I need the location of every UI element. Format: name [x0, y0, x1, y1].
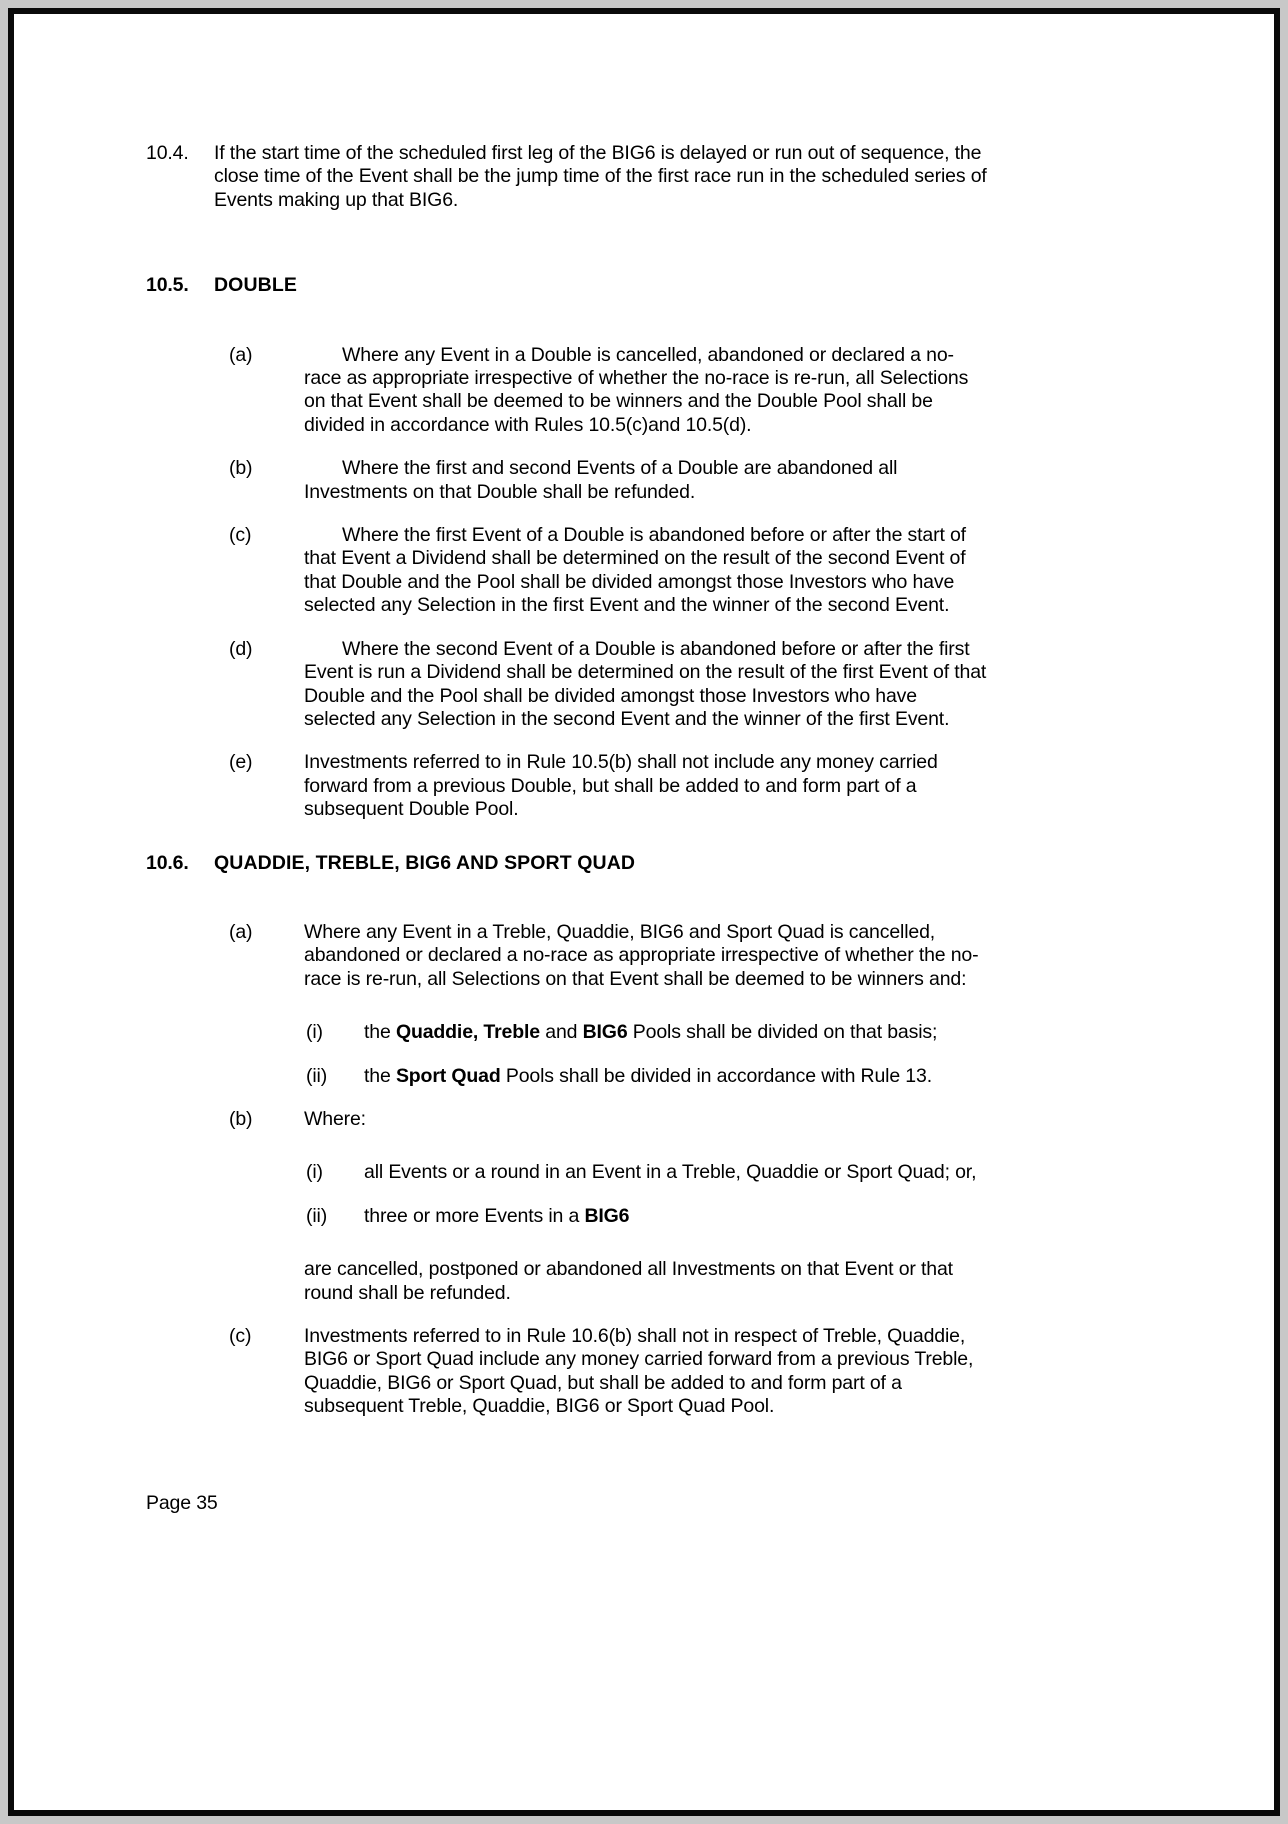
clause-10-4	[146, 142, 991, 212]
roman-text-a-ii-bold1: Sport Quad	[395, 1064, 501, 1087]
item-label-10-6-b: (b)	[229, 1107, 253, 1130]
roman-text-a-i-suffix: Pools shall be divided on that basis;	[627, 1021, 938, 1044]
spacer	[146, 822, 991, 852]
item-label-10-6-c: (c)	[229, 1325, 252, 1347]
document-page	[14, 14, 1274, 1810]
spacer	[146, 1045, 991, 1065]
roman-label-a-i: (i)	[306, 1021, 323, 1044]
item-label-a: (a)	[229, 343, 253, 366]
item-text-a: Where any Event in a Double is cancelled, abandoned or declared a no-race as appropriate irrespective of whether the no-race is re-run, all Selections on that Event shall be deemed to be winners and the Double Pool shall be divided in accordance with Rules 10.5(c)and 10.5(d).	[304, 343, 969, 436]
document-page-frame	[8, 8, 1280, 1816]
roman-label-b-i: (i)	[306, 1161, 323, 1184]
item-label-d: (d)	[229, 637, 253, 660]
document-content	[146, 142, 991, 1419]
list-item	[146, 751, 991, 821]
item-text-10-6-a: Where any Event in a Treble, Quaddie, BIG6 and Sport Quad is cancelled, abandoned or declared a no-race as appropriate irrespective of whether the no-race is re-run, all Selections on that Event shall be deemed to be winners and:	[304, 920, 979, 990]
clause-10-4-text: If the start time of the scheduled first leg of the BIG6 is delayed or run out of sequence, the close time of the Event shall be the jump time of the first race run in the scheduled series of Events making up that BIG6.	[214, 142, 987, 211]
section-heading-10-6	[146, 852, 991, 875]
roman-text-b-ii-bold1: BIG6	[584, 1204, 630, 1227]
section-10-6-number: 10.6.	[146, 851, 189, 874]
spacer	[146, 1088, 991, 1108]
roman-label-b-ii: (ii)	[306, 1204, 328, 1227]
roman-text-a-ii	[364, 1065, 991, 1088]
list-item	[146, 1108, 991, 1131]
item-b-closing-text: are cancelled, postponed or abandoned all Investments on that Event or that round shall be refunded.	[304, 1258, 953, 1304]
roman-text-b-ii	[364, 1205, 991, 1228]
roman-text-b-i: all Events or a round in an Event in a Treble, Quaddie or Sport Quad; or,	[364, 1161, 977, 1184]
list-item	[146, 524, 991, 618]
item-label-b: (b)	[229, 457, 253, 480]
item-text-e: Investments referred to in Rule 10.5(b) shall not include any money carried forward from a previous Double, but shall be added to and form part of a subsequent Double Pool.	[304, 751, 938, 821]
page-footer: Page 35	[146, 1492, 218, 1514]
spacer	[146, 1228, 991, 1258]
item-text-c: Where the first Event of a Double is abandoned before or after the start of that Event a Dividend shall be determined on the result of the second Event of that Double and the Pool shall be divided amongst those Investors who have selected any Selection in the first Event and the winner of the second Event.	[304, 524, 966, 617]
spacer	[146, 618, 991, 638]
roman-text-a-ii-suffix: Pools shall be divided in accordance with Rule 13.	[500, 1064, 932, 1087]
item-label-e: (e)	[229, 751, 253, 774]
spacer	[146, 298, 991, 344]
item-text-10-6-b: Where:	[304, 1107, 366, 1130]
roman-text-b-ii-prefix: three or more Events in a	[364, 1204, 585, 1227]
clause-10-4-number: 10.4.	[146, 142, 189, 164]
item-text-b: Where the first and second Events of a Double are abandoned all Investments on that Double shall be refunded.	[304, 457, 898, 503]
section-heading-10-5	[146, 274, 991, 297]
spacer	[146, 991, 991, 1021]
list-item	[146, 1325, 991, 1419]
spacer	[146, 212, 991, 274]
section-10-5-title: DOUBLE	[214, 274, 297, 297]
roman-text-a-i-bold1: Quaddie, Treble	[395, 1021, 540, 1044]
spacer	[146, 1185, 991, 1205]
list-item	[146, 1205, 991, 1228]
section-10-6-title: QUADDIE, TREBLE, BIG6 AND SPORT QUAD	[214, 851, 636, 874]
spacer	[146, 504, 991, 524]
spacer	[146, 1305, 991, 1325]
list-item	[146, 1065, 991, 1088]
roman-text-a-i-prefix: the	[364, 1021, 396, 1044]
item-label-10-6-a: (a)	[229, 920, 253, 943]
roman-text-a-i-mid: and	[539, 1021, 583, 1044]
spacer	[146, 1131, 991, 1161]
item-label-c: (c)	[229, 524, 252, 547]
spacer	[146, 875, 991, 921]
section-10-5-number: 10.5.	[146, 274, 189, 297]
list-item	[146, 344, 991, 438]
list-item	[146, 457, 991, 504]
list-item	[146, 921, 991, 991]
spacer	[146, 731, 991, 751]
item-text-10-6-c: Investments referred to in Rule 10.6(b) shall not in respect of Treble, Quaddie, BIG6 or Sport Quad include any money carried forward from a previous Treble, Quaddie, BIG6 or Sport Quad, but shall be added to and form part of a subsequent Treble, Quaddie, BIG6 or Sport Quad Pool.	[304, 1325, 974, 1418]
list-item	[146, 1021, 991, 1044]
roman-text-a-i-bold2: BIG6	[582, 1021, 628, 1044]
roman-label-a-ii: (ii)	[306, 1064, 328, 1087]
spacer	[146, 437, 991, 457]
list-item	[146, 638, 991, 732]
roman-text-a-ii-prefix: the	[364, 1064, 396, 1087]
list-item	[146, 1161, 991, 1184]
roman-text-a-i	[364, 1021, 991, 1044]
item-text-d: Where the second Event of a Double is abandoned before or after the first Event is run a Dividend shall be determined on the result of the first Event of that Double and the Pool shall be divided amongst those Investors who have selected any Selection in the second Event and the winner of the first Event.	[304, 637, 987, 730]
